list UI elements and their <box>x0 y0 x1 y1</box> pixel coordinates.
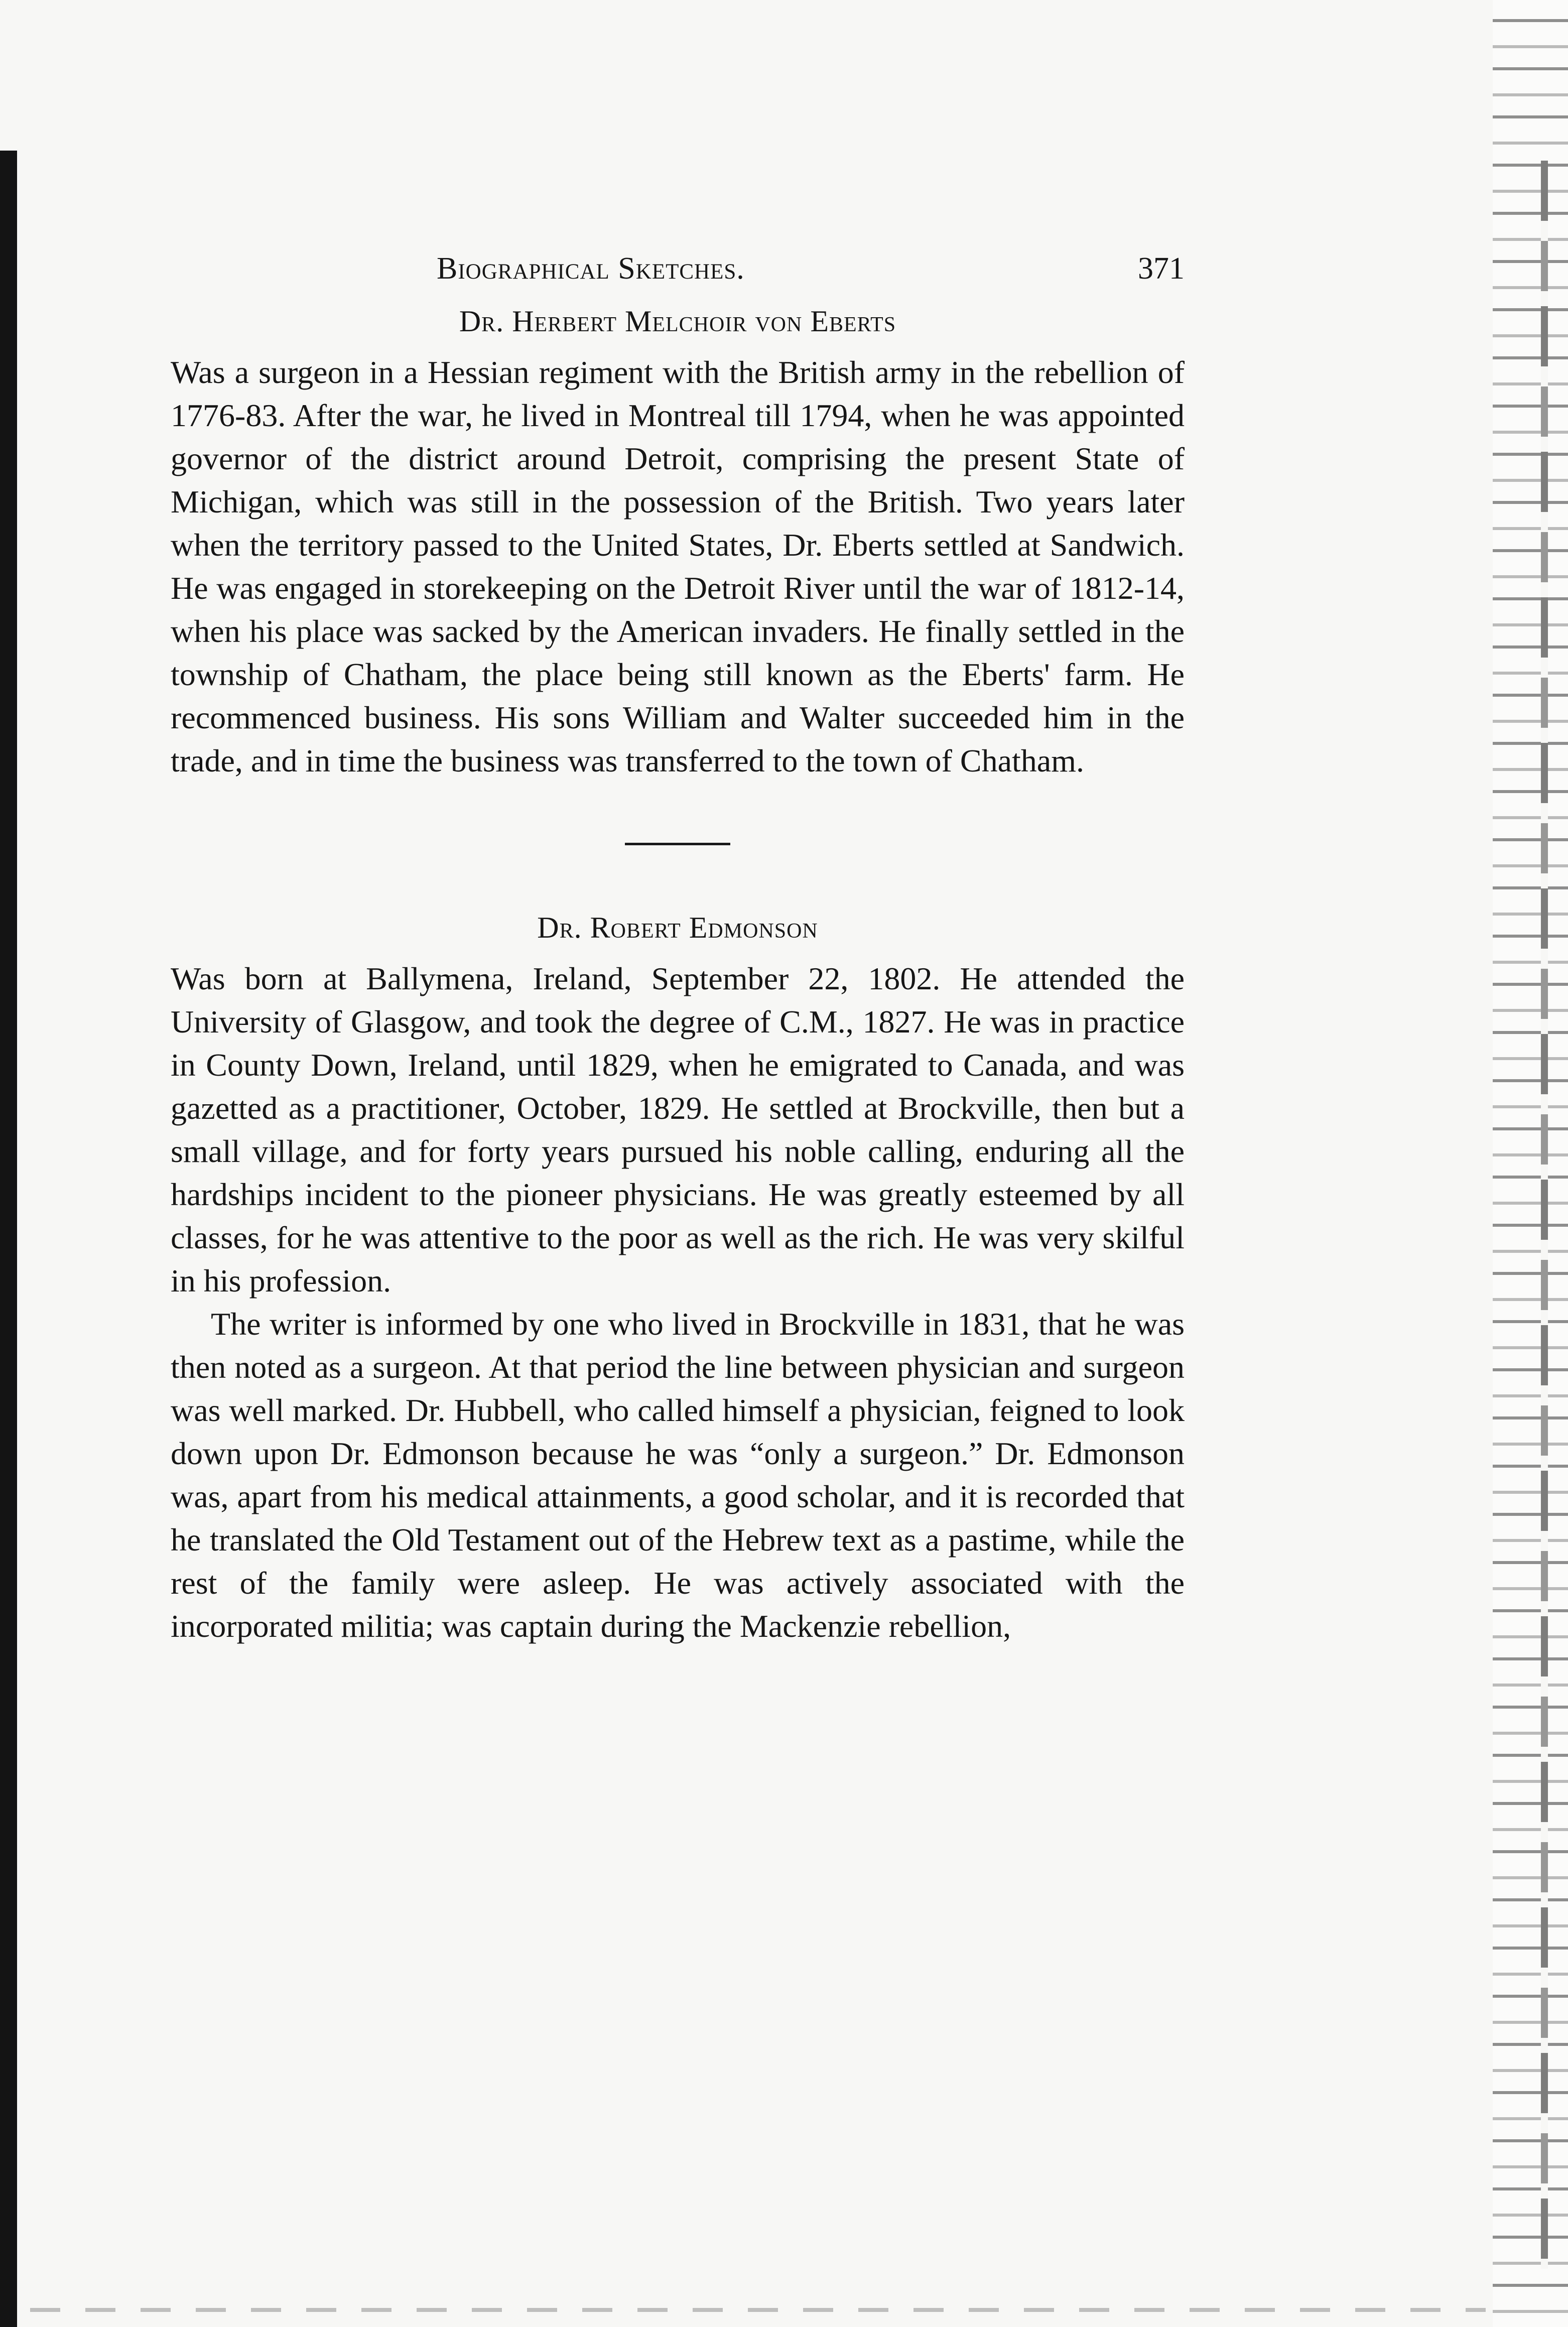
scan-right-page-edge <box>1493 0 1568 2327</box>
section-divider-rule <box>625 843 730 845</box>
section-edmonson <box>171 911 1185 1648</box>
section-paragraph: Was born at Ballymena, Ireland, September 22, 1802. He attended the University of Glasgow, and took the degree of C.M., 1827. He was in practice in County Down, Ireland, until 1829, when he emigrated to Canada, and was gazetted as a practitioner, October, 1829. He settled at Brockville, then but a small village, and for forty years pursued his noble calling, enduring all the hardships incident to the pioneer physicians. He was greatly esteemed by all classes, for he was attentive to the poor as well as the rich. He was very skilful in his profession. <box>171 961 1185 1299</box>
running-title: Biographical Sketches. <box>437 251 745 286</box>
section-paragraph: The writer is informed by one who lived in Brockville in 1831, that he was then noted as a surgeon. At that period the line between physician and surgeon was well marked. Dr. Hubbell, who called himself a physician, feigned to look down upon Dr. Edmonson because he was “only a surgeon.” Dr. Edmonson was, apart from his medical attainments, a good scholar, and it is recorded that he translated the Old Testament out of the Hebrew text as a pastime, while the rest of the family were asleep. He was actively associated with the incorporated militia; was captain during the Mackenzie rebellion, <box>171 1306 1185 1644</box>
scan-left-binding-edge <box>0 151 17 2327</box>
running-head <box>171 236 1185 291</box>
scan-right-edge-stripe <box>1541 161 1548 2269</box>
section-eberts <box>171 304 1185 783</box>
scan-bottom-edge-noise <box>30 2308 1486 2312</box>
section-title: Dr. Herbert Melchoir von Eberts <box>459 305 896 338</box>
page-number: 371 <box>1138 251 1185 286</box>
section-paragraph: Was a surgeon in a Hessian regiment with the British army in the rebellion of 1776-83. After the war, he lived in Montreal till 1794, when he was appointed governor of the district around Detroit, comprising the present State of Michigan, which was still in the possession of the British. Two years later when the territory passed to the United States, Dr. Eberts settled at Sandwich. He was engaged in storekeeping on the Detroit River until the war of 1812-14, when his place was sacked by the American invaders. He finally settled in the township of Chatham, the place being still known as the Eberts' farm. He recommenced business. His sons William and Walter succeeded him in the trade, and in time the business was transferred to the town of Chatham. <box>171 354 1185 779</box>
book-page <box>171 236 1185 1648</box>
section-title: Dr. Robert Edmonson <box>537 911 818 944</box>
